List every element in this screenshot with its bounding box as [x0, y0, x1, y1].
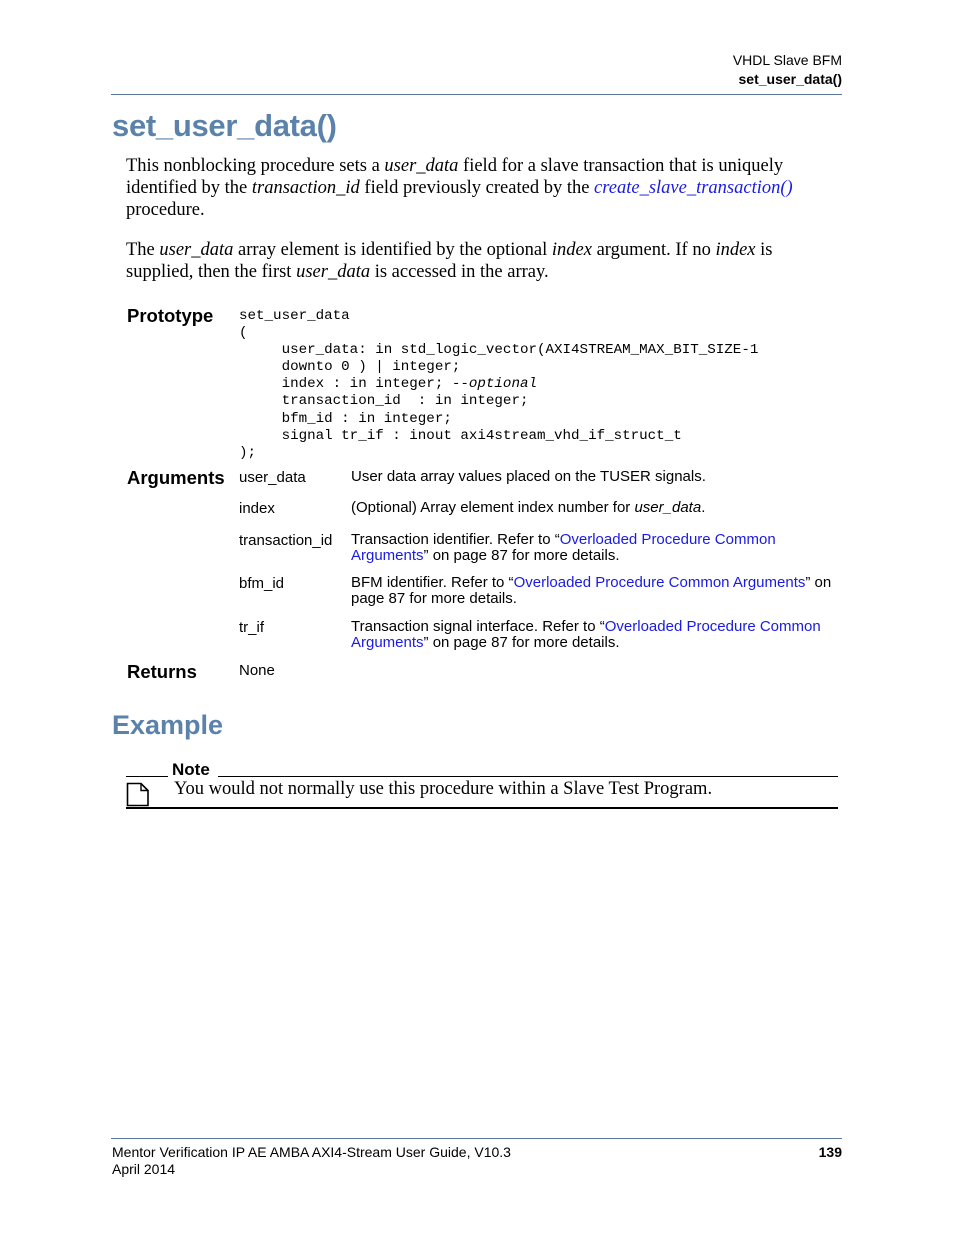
example-heading: Example — [112, 710, 224, 740]
note-divider-right — [218, 776, 838, 777]
create-slave-transaction-link[interactable]: create_slave_transaction() — [594, 178, 793, 198]
note-divider-bottom — [126, 807, 838, 809]
returns-value: None — [239, 662, 275, 679]
arg-desc-index: (Optional) Array element index number for user_data. — [351, 499, 706, 516]
note-text: You would not normally use this procedure within a Slave Test Program. — [174, 779, 713, 799]
intro-paragraph-1: This nonblocking procedure sets a user_data field for a slave transaction that is uniquely identified by the transaction_id field previously created by the create_slave_transaction() procedure. — [126, 156, 793, 220]
arg-name-bfm-id: bfm_id — [239, 575, 285, 592]
arguments-label: Arguments — [127, 467, 225, 488]
overloaded-args-link-2[interactable]: Overloaded Procedure Common Arguments — [513, 574, 806, 591]
arg-desc-transaction-id: Transaction identifier. Refer to “Overloaded Procedure Common Arguments” on page 87 for more details. — [351, 531, 776, 564]
returns-label: Returns — [127, 661, 197, 682]
footer-doc-title: Mentor Verification IP AE AMBA AXI4-Stream User Guide, V10.3 — [112, 1144, 511, 1160]
note-label: Note — [172, 760, 210, 779]
arg-desc-bfm-id: BFM identifier. Refer to “Overloaded Procedure Common Arguments” on page 87 for more details. — [351, 574, 832, 607]
intro-paragraph-2: The user_data array element is identified by the optional index argument. If no index is supplied, then the first user_data is accessed in the array. — [126, 240, 773, 282]
header-section: VHDL Slave BFM — [732, 52, 842, 68]
overloaded-args-link-1[interactable]: Overloaded Procedure Common Arguments — [351, 531, 776, 564]
arg-name-transaction-id: transaction_id — [239, 532, 333, 549]
arg-name-tr-if: tr_if — [239, 619, 265, 636]
overloaded-args-link-3[interactable]: Overloaded Procedure Common Arguments — [351, 618, 821, 651]
header-divider — [111, 94, 842, 95]
prototype-code: set_user_data ( user_data: in std_logic_vector(AXI4STREAM_MAX_BIT_SIZE-1 downto 0 ) | integer; index : in integer; --optional transaction_id : in integer; bfm_id : in integer; signal tr_if : inout axi4stream_vhd_if_struct_t ); — [239, 308, 759, 461]
note-divider-left — [126, 776, 168, 777]
footer-date: April 2014 — [112, 1161, 176, 1177]
arg-desc-user-data: User data array values placed on the TUSER signals. — [351, 468, 706, 485]
header-topic: set_user_data() — [738, 71, 842, 87]
note-page-icon — [126, 782, 150, 807]
footer-divider — [111, 1138, 842, 1139]
arg-name-index: index — [239, 500, 275, 517]
arg-name-user-data: user_data — [239, 469, 306, 486]
page-title: set_user_data() — [112, 108, 337, 143]
prototype-label: Prototype — [127, 305, 214, 326]
page-number: 139 — [818, 1144, 842, 1160]
arg-desc-tr-if: Transaction signal interface. Refer to “Overloaded Procedure Common Arguments” on page 87 for more details. — [351, 618, 821, 651]
